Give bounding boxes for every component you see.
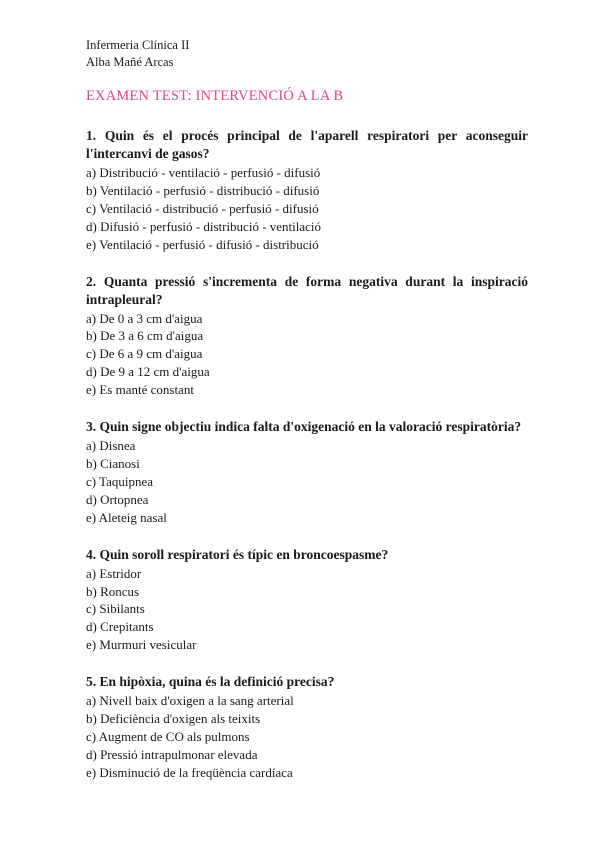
answer-option: c) De 6 a 9 cm d'aigua (86, 346, 203, 362)
answer-option: c) Augment de CO als pulmons (86, 728, 250, 744)
answer-option: b) Deficiència d'oxigen als teixits (86, 711, 261, 727)
question-3 (86, 418, 528, 527)
question-2 (86, 273, 528, 400)
answer-option: e) Murmuri vesicular (86, 637, 197, 653)
question-1 (86, 127, 528, 254)
answer-option: b) Ventilació - perfusió - distribució - difusió (86, 182, 320, 198)
answer-option: a) Disnea (86, 438, 136, 454)
document-header (86, 37, 189, 71)
answer-option: d) De 9 a 12 cm d'aigua (86, 364, 210, 380)
answer-option: a) Nivell baix d'oxigen a la sang arterial (86, 693, 294, 709)
answer-option: c) Sibilants (86, 601, 145, 617)
answer-option: e) Es manté constant (86, 382, 194, 398)
answer-option: b) Roncus (86, 583, 140, 599)
answer-option: b) De 3 a 6 cm d'aigua (86, 328, 204, 344)
answer-option: a) De 0 a 3 cm d'aigua (86, 310, 203, 326)
question-4 (86, 546, 528, 655)
answer-option: d) Difusió - perfusió - distribució - ventilació (86, 218, 322, 234)
answer-option: d) Pressió intrapulmonar elevada (86, 746, 258, 762)
question-text: 4. Quin soroll respiratori és típic en broncoespasme? (86, 546, 389, 562)
answer-option: e) Disminució de la freqüència cardíaca (86, 764, 293, 780)
answer-option: d) Crepitants (86, 619, 154, 635)
answer-option: a) Distribució - ventilació - perfusió - difusió (86, 165, 321, 180)
answer-option: a) Estridor (86, 565, 142, 581)
question-text: 1. Quin és el procés principal de l'aparell respiratori per aconseguir l'intercanvi de gasos? (86, 128, 528, 161)
question-text: 2. Quanta pressió s'incrementa de forma negativa durant la inspiració intrapleural? (86, 273, 528, 307)
question-text: 5. En hipòxia, quina és la definició precisa? (86, 674, 335, 690)
answer-option: c) Taquipnea (86, 473, 154, 489)
answer-option: c) Ventilació - distribució - perfusió - difusió (86, 200, 319, 216)
exam-title: EXAMEN TEST: INTERVENCIÓ A LA B (86, 88, 344, 104)
question-5 (86, 673, 528, 782)
answer-option: e) Ventilació - perfusió - difusió - distribució (86, 236, 319, 252)
author-name: Alba Mañé Arcas (86, 55, 174, 69)
question-list (86, 127, 528, 801)
answer-option: e) Aleteig nasal (86, 509, 167, 525)
course-name: Infermeria Clínica II (86, 38, 190, 52)
answer-option: d) Ortopnea (86, 491, 149, 507)
question-text: 3. Quin signe objectiu indica falta d'oxigenació en la valoració respiratòria? (86, 419, 522, 435)
answer-option: b) Cianosi (86, 455, 140, 471)
